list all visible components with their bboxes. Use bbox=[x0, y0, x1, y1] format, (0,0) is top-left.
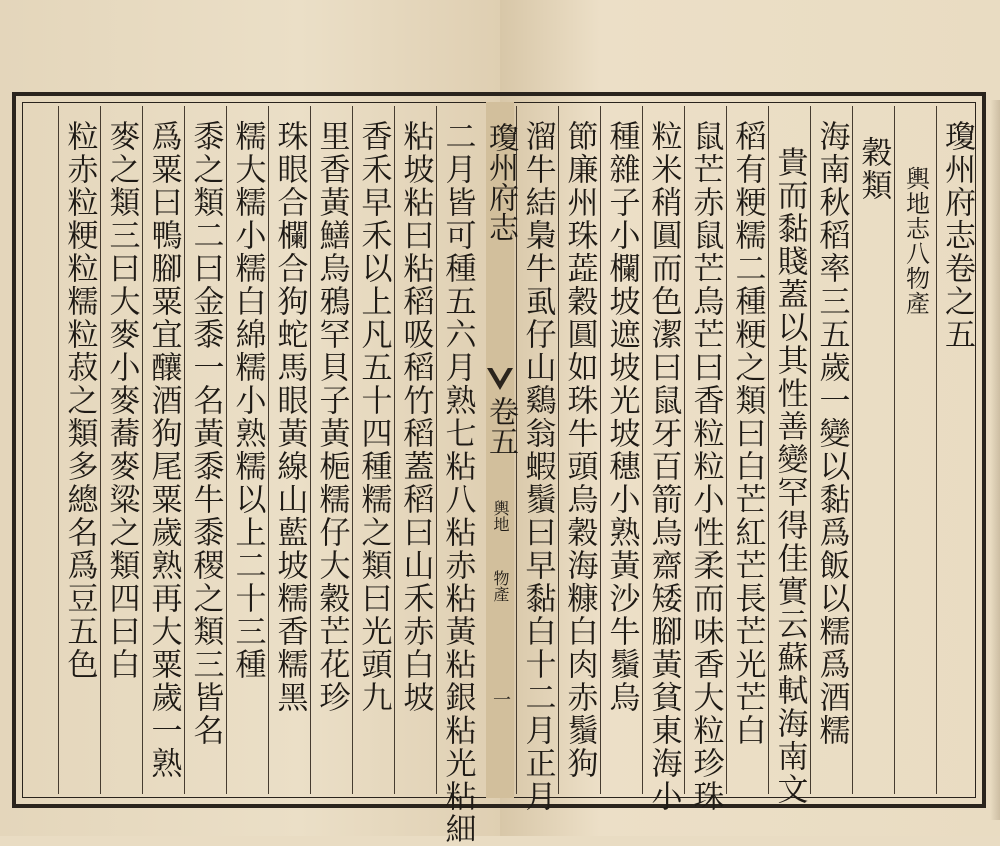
right-col-11 bbox=[516, 106, 558, 813]
right-col-8 bbox=[642, 106, 684, 813]
text-column: 麥之類三曰大麥小麥蕎麥粱之類四曰白 bbox=[103, 120, 140, 681]
left-col-9 bbox=[100, 106, 142, 794]
text-column: 里香黃鱔烏鴉罕貝子黃梔糯仔大穀芒花珍 bbox=[313, 120, 350, 714]
text-column: 海南秋稻率三五歲一變以黏爲飯以糯爲酒糯 bbox=[813, 120, 850, 747]
volume-heading: 瓊州府志卷之五 bbox=[939, 120, 975, 351]
left-col-3 bbox=[352, 106, 394, 794]
right-col-10 bbox=[558, 106, 600, 794]
left-col-2 bbox=[394, 106, 436, 794]
page-edge-shadow bbox=[990, 100, 1000, 820]
text-column: 溜牛結梟牛虱仔山鷄翁蝦鬚曰早黏白十二月正月 bbox=[519, 120, 556, 813]
text-column: 稻有粳糯二種粳之類曰白芒紅芒長芒光芒白 bbox=[729, 120, 766, 747]
right-col-5 bbox=[768, 106, 810, 806]
center-book-title: 瓊州府志 bbox=[483, 122, 518, 242]
left-col-8 bbox=[142, 106, 184, 794]
right-col-4 bbox=[810, 106, 852, 794]
text-column: 粘坡粘曰粘稻吸稻竹稻蓋稻曰山禾赤白坡 bbox=[397, 120, 434, 714]
left-col-1 bbox=[436, 106, 478, 846]
text-column: 爲粟曰鴨腳粟宜釀酒狗尾粟歲熟再大粟歲一熟 bbox=[145, 120, 182, 780]
text-column: 粒米稍圓而色潔曰鼠牙百箭烏齋矮腳黃貧東海小 bbox=[645, 120, 682, 813]
left-col-6 bbox=[226, 106, 268, 794]
text-column: 香禾早禾以上凡五十四種糯之類曰光頭九 bbox=[355, 120, 392, 714]
section-heading: 輿地志八物產 bbox=[901, 166, 930, 316]
right-col-6 bbox=[726, 106, 768, 794]
right-col-9 bbox=[600, 106, 642, 794]
text-column: 種雜子小欄坡遮坡光坡穗小熟黃沙牛鬚烏 bbox=[603, 120, 640, 714]
center-volume: 卷五 bbox=[483, 396, 518, 456]
text-column: 珠眼合欄合狗蛇馬眼黃線山藍坡糯香糯黑 bbox=[271, 120, 308, 714]
left-col-10 bbox=[58, 106, 100, 794]
right-col-7 bbox=[684, 106, 726, 813]
text-column: 二月皆可種五六月熟七粘八粘赤粘黃粘銀粘光粘細 bbox=[439, 120, 476, 846]
left-col-5 bbox=[268, 106, 310, 794]
right-col-2 bbox=[894, 106, 936, 794]
category-heading: 穀類 bbox=[855, 136, 892, 202]
center-page-number: 一 bbox=[490, 690, 511, 708]
text-column: 鼠芒赤鼠芒烏芒曰香粒粒小性柔而味香大粒珍珠 bbox=[687, 120, 724, 813]
text-column: 糯大糯小糯白綿糯小熟糯以上二十三種 bbox=[229, 120, 266, 681]
center-section: 輿地 bbox=[491, 500, 510, 532]
center-subsection: 物產 bbox=[491, 570, 510, 602]
right-col-1 bbox=[936, 106, 976, 794]
left-col-7 bbox=[184, 106, 226, 794]
right-col-3 bbox=[852, 106, 894, 794]
text-column: 節廉州珠蕋穀圓如珠牛頭烏穀海糠白肉赤鬚狗 bbox=[561, 120, 598, 780]
text-column: 粒赤粒粳粒糯粒菽之類多總名爲豆五色 bbox=[61, 120, 98, 681]
left-col-4 bbox=[310, 106, 352, 794]
text-column: 貴而黏賤蓋以其性善變罕得佳實云蘇軾海南文 bbox=[771, 146, 808, 806]
text-column: 黍之類二曰金黍一名黃黍牛黍稷之類三皆名 bbox=[187, 120, 224, 747]
